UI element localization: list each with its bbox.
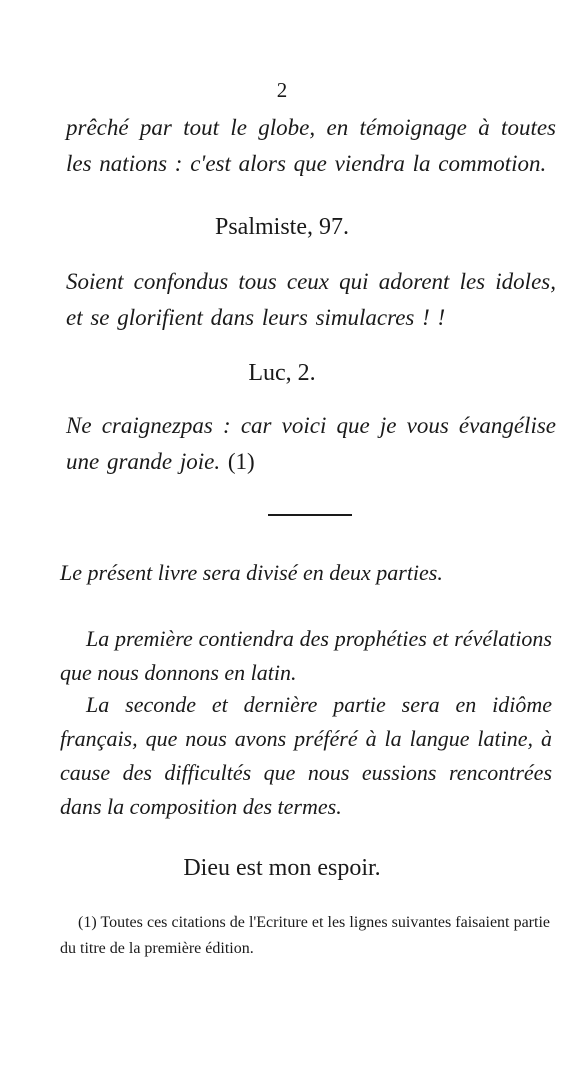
footnote: (1) Toutes ces citations de l'Ecriture et les lignes suivantes faisaient partie du titre de la première édition. bbox=[60, 914, 550, 957]
footnote-marker: (1) bbox=[227, 449, 255, 474]
passage-psalmiste: Soient confondus tous ceux qui adorent les idoles, et se glorifient dans leurs simulacres ! ! bbox=[66, 269, 556, 330]
body-paragraph-division: Le présent livre sera divisé en deux parties. bbox=[60, 560, 443, 585]
passage-luc bbox=[66, 408, 556, 480]
motto: Dieu est mon espoir. bbox=[183, 855, 381, 881]
page-number: 2 bbox=[276, 78, 288, 102]
section-divider bbox=[268, 514, 352, 516]
body-paragraph-second-part: La seconde et dernière partie sera en idiôme français, que nous avons préféré à la langue latine, à cause des difficultés que nous eussions rencontrées dans la composition des termes. bbox=[60, 692, 552, 819]
body-paragraph-first-part: La première contiendra des prophéties et révélations que nous donnons en latin. bbox=[60, 626, 552, 685]
passage-continuation: prêché par tout le globe, en témoignage à toutes les nations : c'est alors que viendra la commotion. bbox=[66, 115, 556, 176]
passage-luc-text: Ne craignezpas : car voici que je vous évangélise une grande joie. bbox=[66, 413, 556, 474]
scripture-reference-luc: Luc, 2. bbox=[248, 360, 316, 386]
scripture-reference-psalmiste: Psalmiste, 97. bbox=[214, 214, 349, 240]
